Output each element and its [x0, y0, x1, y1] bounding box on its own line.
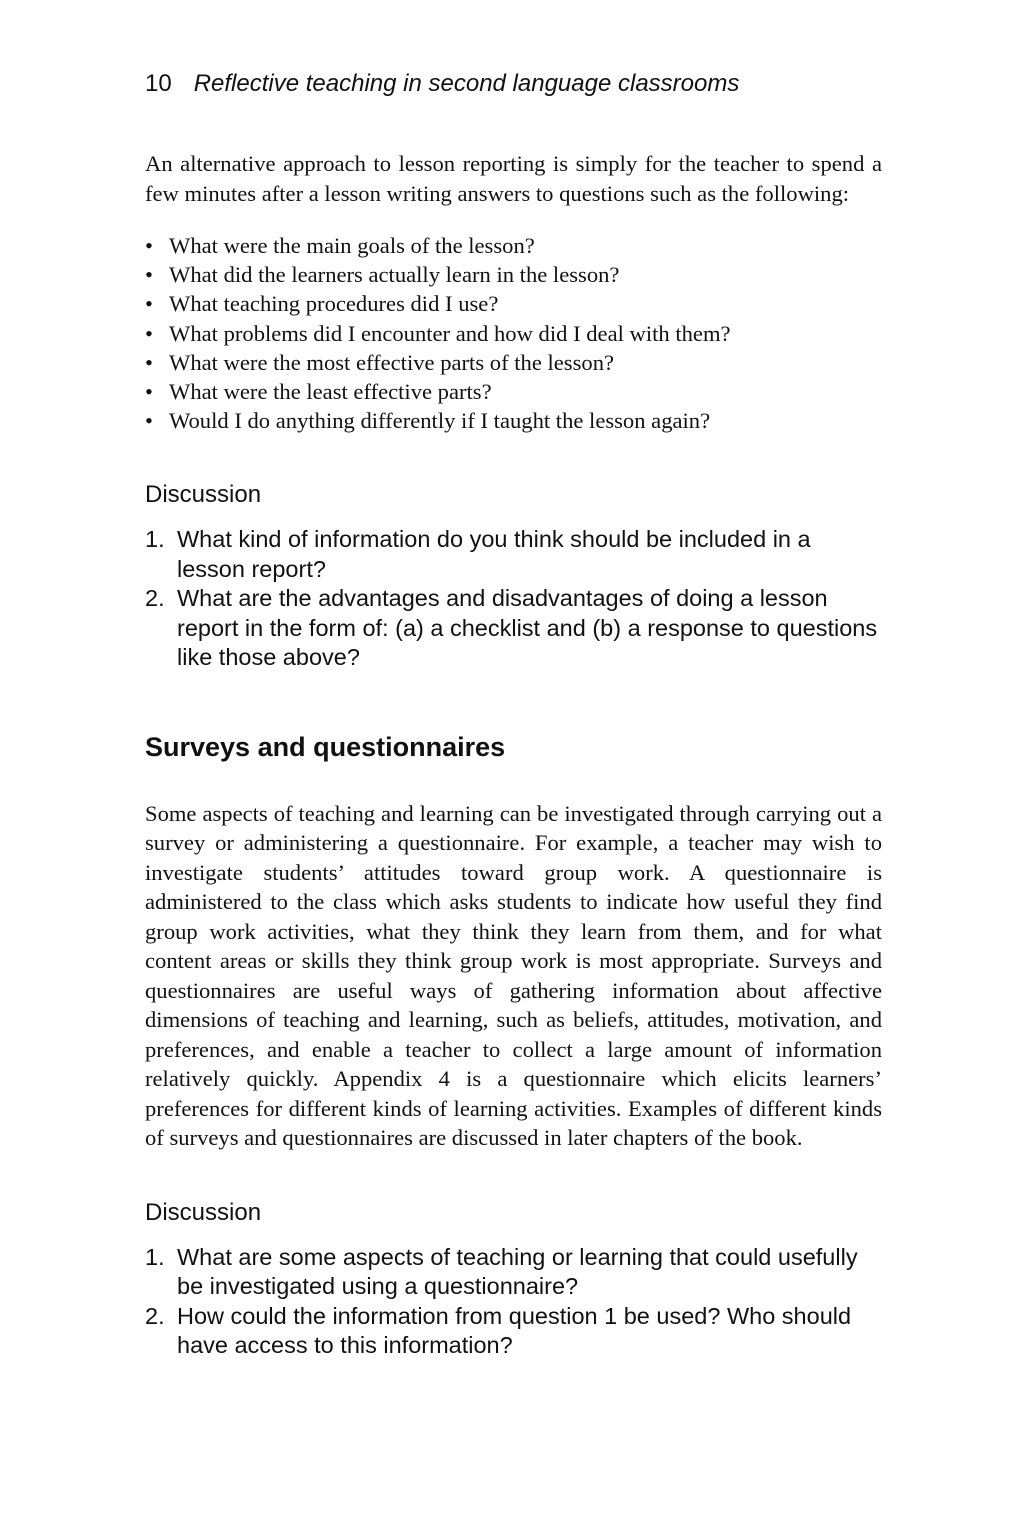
- bullet-text: What were the main goals of the lesson?: [169, 233, 535, 258]
- running-header: [145, 72, 882, 112]
- bullet-icon: •: [145, 233, 153, 258]
- intro-paragraph: An alternative approach to lesson reporting is simply for the teacher to spend a few minutes after a lesson writing answers to questions such as the following:: [145, 151, 882, 206]
- discussion-question-list: [145, 525, 882, 673]
- bullet-text: What problems did I encounter and how did I deal with them?: [169, 320, 731, 346]
- discussion-question: [145, 1302, 882, 1361]
- question-number: 1.: [145, 1243, 165, 1270]
- bullet-icon: •: [145, 379, 153, 405]
- discussion-question: [145, 1243, 882, 1302]
- bullet-icon: •: [145, 291, 153, 317]
- bullet-icon: •: [145, 320, 153, 346]
- question-text: How could the information from question 1 be used? Who should have access to this information?: [177, 1302, 852, 1359]
- bullet-text: What were the most effective parts of the lesson?: [169, 349, 615, 375]
- bullet-item: [145, 289, 882, 318]
- discussion-question: [145, 525, 882, 584]
- bullet-icon: •: [145, 349, 153, 375]
- bullet-item: [145, 319, 882, 348]
- question-number: 1.: [145, 526, 165, 553]
- page-content: [145, 72, 882, 1361]
- question-text: What are the advantages and disadvantages of doing a lesson report in the form of: (a) a checklist and (b) a response to questions like those above?: [177, 585, 878, 671]
- page-number: 10: [145, 70, 172, 97]
- bullet-text: What teaching procedures did I use?: [169, 291, 499, 317]
- discussion-question: [145, 584, 882, 673]
- bullet-item: [145, 260, 882, 289]
- question-number: 2.: [145, 1302, 165, 1329]
- question-number: 2.: [145, 585, 165, 612]
- bullet-text: Would I do anything differently if I taught the lesson again?: [169, 408, 711, 434]
- bullet-text: What were the least effective parts?: [169, 379, 492, 405]
- question-text: What kind of information do you think should be included in a lesson report?: [177, 526, 811, 582]
- bullet-icon: •: [145, 408, 153, 434]
- discussion-question-list: [145, 1243, 882, 1361]
- question-bullet-list: [145, 231, 882, 435]
- book-title: Reflective teaching in second language classrooms: [193, 70, 740, 97]
- bullet-item: [145, 348, 882, 377]
- question-text: What are some aspects of teaching or learning that could usefully be investigated using a questionnaire?: [177, 1243, 858, 1300]
- bullet-item: [145, 231, 882, 260]
- section-heading: Surveys and questionnaires: [145, 731, 506, 762]
- discussion-heading: Discussion: [145, 1198, 262, 1226]
- bullet-icon: •: [145, 262, 153, 288]
- bullet-item: [145, 406, 882, 435]
- discussion-heading: Discussion: [145, 481, 262, 509]
- bullet-text: What did the learners actually learn in the lesson?: [169, 262, 620, 288]
- bullet-item: [145, 377, 882, 406]
- surveys-paragraph: Some aspects of teaching and learning can be investigated through carrying out a survey or administering a questionnaire. For example, a teacher may wish to investigate students’ attitudes toward group work. A questionnaire is administered to the class which asks students to indicate how useful they find group work activities, what they think they learn from them, and for what content areas or skills they think group work is most appropriate. Surveys and questionnaires are useful ways of gathering information about affective dimensions of teaching and learning, such as beliefs, attitudes, motivation, and preferences, and enable a teacher to collect a large amount of information relatively quickly. Appendix 4 is a questionnaire which elicits learners’ preferences for different kinds of learning activities. Examples of different kinds of surveys and questionnaires are discussed in later chapters of the book.: [145, 800, 882, 1151]
